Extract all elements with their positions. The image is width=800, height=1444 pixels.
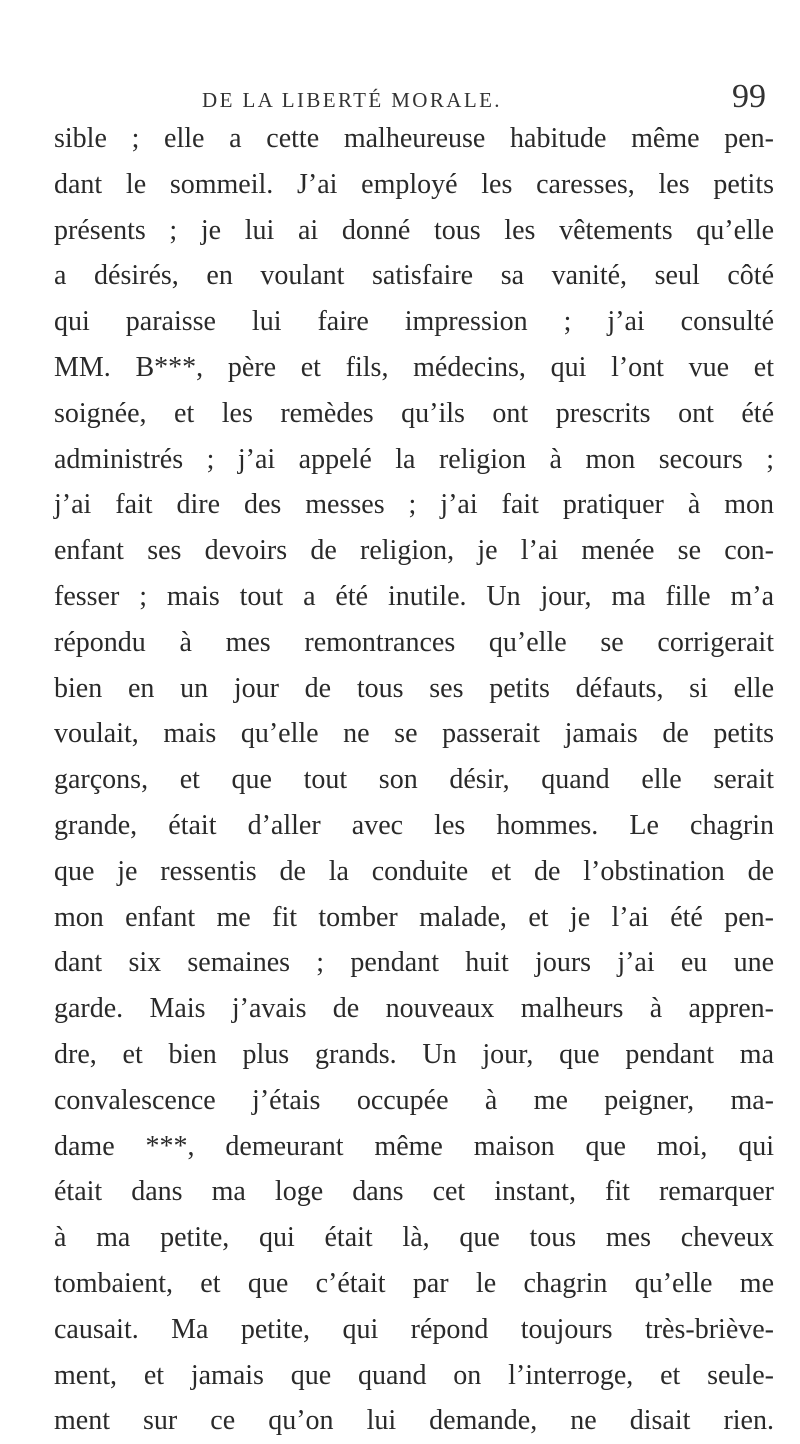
text-line: sible ; elle a cette malheureuse habitude même pen- bbox=[54, 123, 774, 154]
text-line: répondu à mes remontrances qu’elle se corrigerait bbox=[54, 626, 774, 658]
text-line: présents ; je lui ai donné tous les vêtements qu’elle bbox=[54, 214, 774, 246]
text-line: mon enfant me fit tomber malade, et je l’ai été pen- bbox=[54, 901, 774, 933]
text-line: ment, et jamais que quand on l’interroge, et seule- bbox=[54, 1359, 774, 1391]
body-text bbox=[54, 116, 774, 1444]
text-line: qui paraisse lui faire impression ; j’ai consulté bbox=[54, 306, 774, 338]
text-line: voulait, mais qu’elle ne se passerait jamais de petits bbox=[54, 718, 774, 750]
text-line: bien en un jour de tous ses petits défauts, si elle bbox=[54, 672, 774, 704]
page-number: 99 bbox=[732, 78, 766, 115]
text-line: garçons, et que tout son désir, quand elle serait bbox=[54, 764, 774, 796]
text-line: dant le sommeil. J’ai employé les caresses, les petits bbox=[54, 168, 774, 200]
running-title: DE LA LIBERTÉ MORALE. bbox=[202, 88, 502, 112]
text-line: dre, et bien plus grands. Un jour, que pendant ma bbox=[54, 1038, 774, 1070]
text-line: fesser ; mais tout a été inutile. Un jour, ma fille m’a bbox=[54, 580, 774, 612]
text-line: soignée, et les remèdes qu’ils ont prescrits ont été bbox=[54, 397, 774, 429]
text-line: dant six semaines ; pendant huit jours j’ai eu une bbox=[54, 947, 774, 979]
text-line: MM. B***, père et fils, médecins, qui l’ont vue et bbox=[54, 351, 774, 383]
text-line: dame ***, demeurant même maison que moi, qui bbox=[54, 1130, 774, 1162]
text-line: j’ai fait dire des messes ; j’ai fait pratiquer à mon bbox=[54, 489, 774, 521]
text-line: garde. Mais j’avais de nouveaux malheurs à appren- bbox=[54, 993, 774, 1025]
text-line: grande, était d’aller avec les hommes. Le chagrin bbox=[54, 809, 774, 841]
text-line: ment sur ce qu’on lui demande, ne disait rien. bbox=[54, 1405, 774, 1437]
text-line: causait. Ma petite, qui répond toujours très-briève- bbox=[54, 1313, 774, 1345]
text-line: convalescence j’étais occupée à me peigner, ma- bbox=[54, 1084, 774, 1116]
text-line: à ma petite, qui était là, que tous mes cheveux bbox=[54, 1222, 774, 1254]
text-line: tombaient, et que c’était par le chagrin qu’elle me bbox=[54, 1267, 774, 1299]
text-line: était dans ma loge dans cet instant, fit remarquer bbox=[54, 1176, 774, 1208]
text-line: a désirés, en voulant satisfaire sa vanité, seul côté bbox=[54, 260, 774, 292]
text-line: administrés ; j’ai appelé la religion à mon secours ; bbox=[54, 443, 774, 475]
text-line: enfant ses devoirs de religion, je l’ai menée se con- bbox=[54, 535, 774, 567]
text-line: que je ressentis de la conduite et de l’obstination de bbox=[54, 855, 774, 887]
